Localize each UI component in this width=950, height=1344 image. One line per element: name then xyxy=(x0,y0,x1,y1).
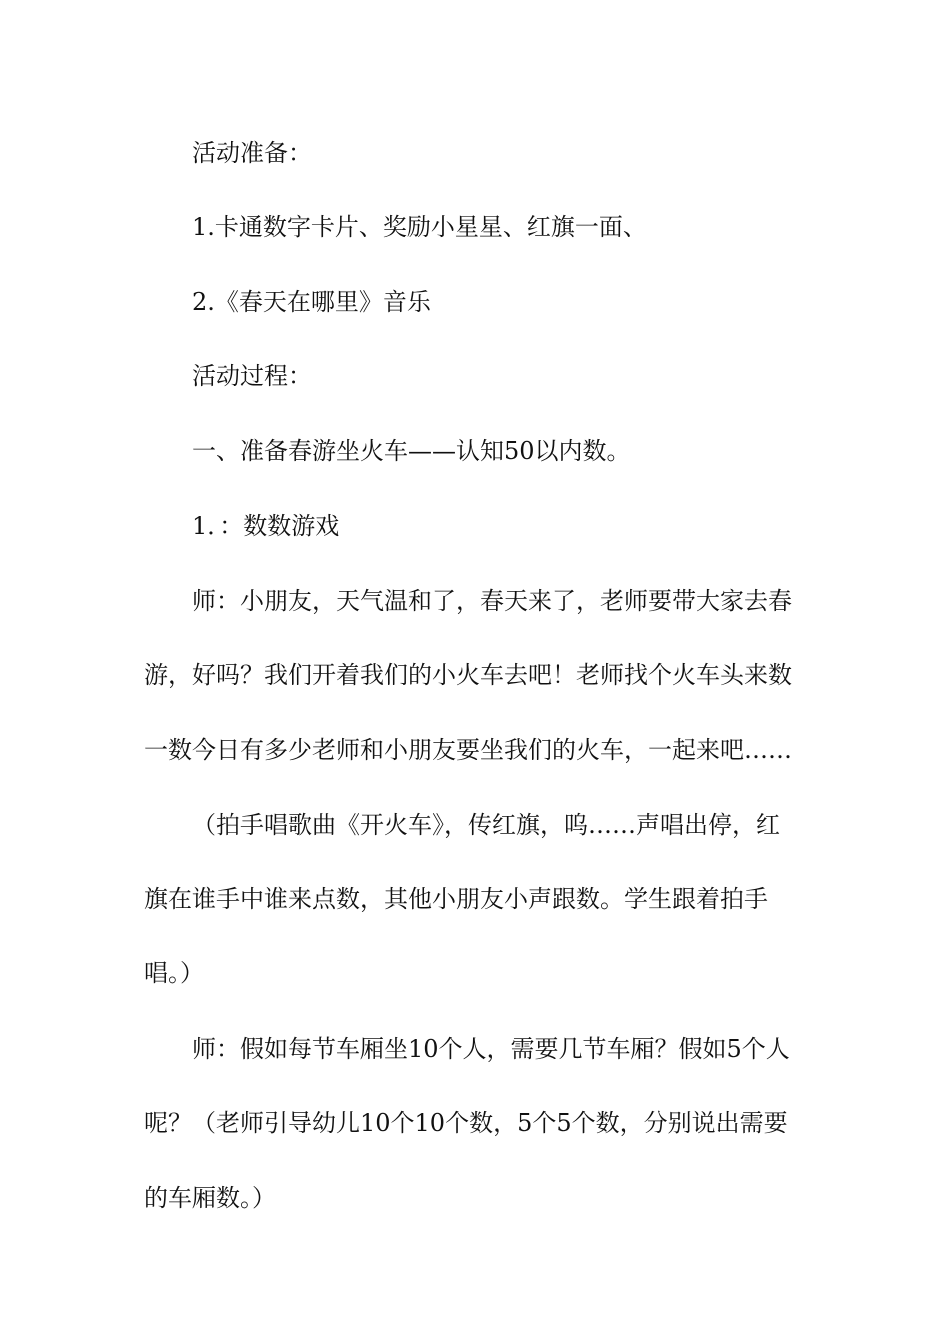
heading-activity-preparation: 活动准备： xyxy=(192,139,312,167)
paragraph-line: 师：小朋友，天气温和了，春天来了，老师要带大家去春 xyxy=(192,587,792,615)
heading-activity-process: 活动过程： xyxy=(192,362,312,390)
paragraph-line: 旗在谁手中谁来点数，其他小朋友小声跟数。学生跟着拍手 xyxy=(144,885,768,913)
section-heading-1: 一、准备春游坐火车——认知50以内数。 xyxy=(192,437,631,465)
paragraph-line: 呢？（老师引导幼儿10个10个数，5个5个数，分别说出需要 xyxy=(144,1109,788,1137)
preparation-item-2: 2.《春天在哪里》音乐 xyxy=(192,288,431,316)
paragraph-line: 一数今日有多少老师和小朋友要坐我们的火车，一起来吧…… xyxy=(144,736,792,764)
paragraph-line: 的车厢数。） xyxy=(144,1184,276,1212)
paragraph-line: （拍手唱歌曲《开火车》，传红旗，呜……声唱出停，红 xyxy=(192,811,780,839)
paragraph-line: 师：假如每节车厢坐10个人，需要几节车厢？假如5个人 xyxy=(192,1035,790,1063)
paragraph-line: 游，好吗？我们开着我们的小火车去吧！老师找个火车头来数 xyxy=(144,661,792,689)
subsection-heading-1: 1．：数数游戏 xyxy=(192,512,340,540)
paragraph-line: 唱。） xyxy=(144,959,204,987)
preparation-item-1: 1.卡通数字卡片、奖励小星星、红旗一面、 xyxy=(192,213,647,241)
